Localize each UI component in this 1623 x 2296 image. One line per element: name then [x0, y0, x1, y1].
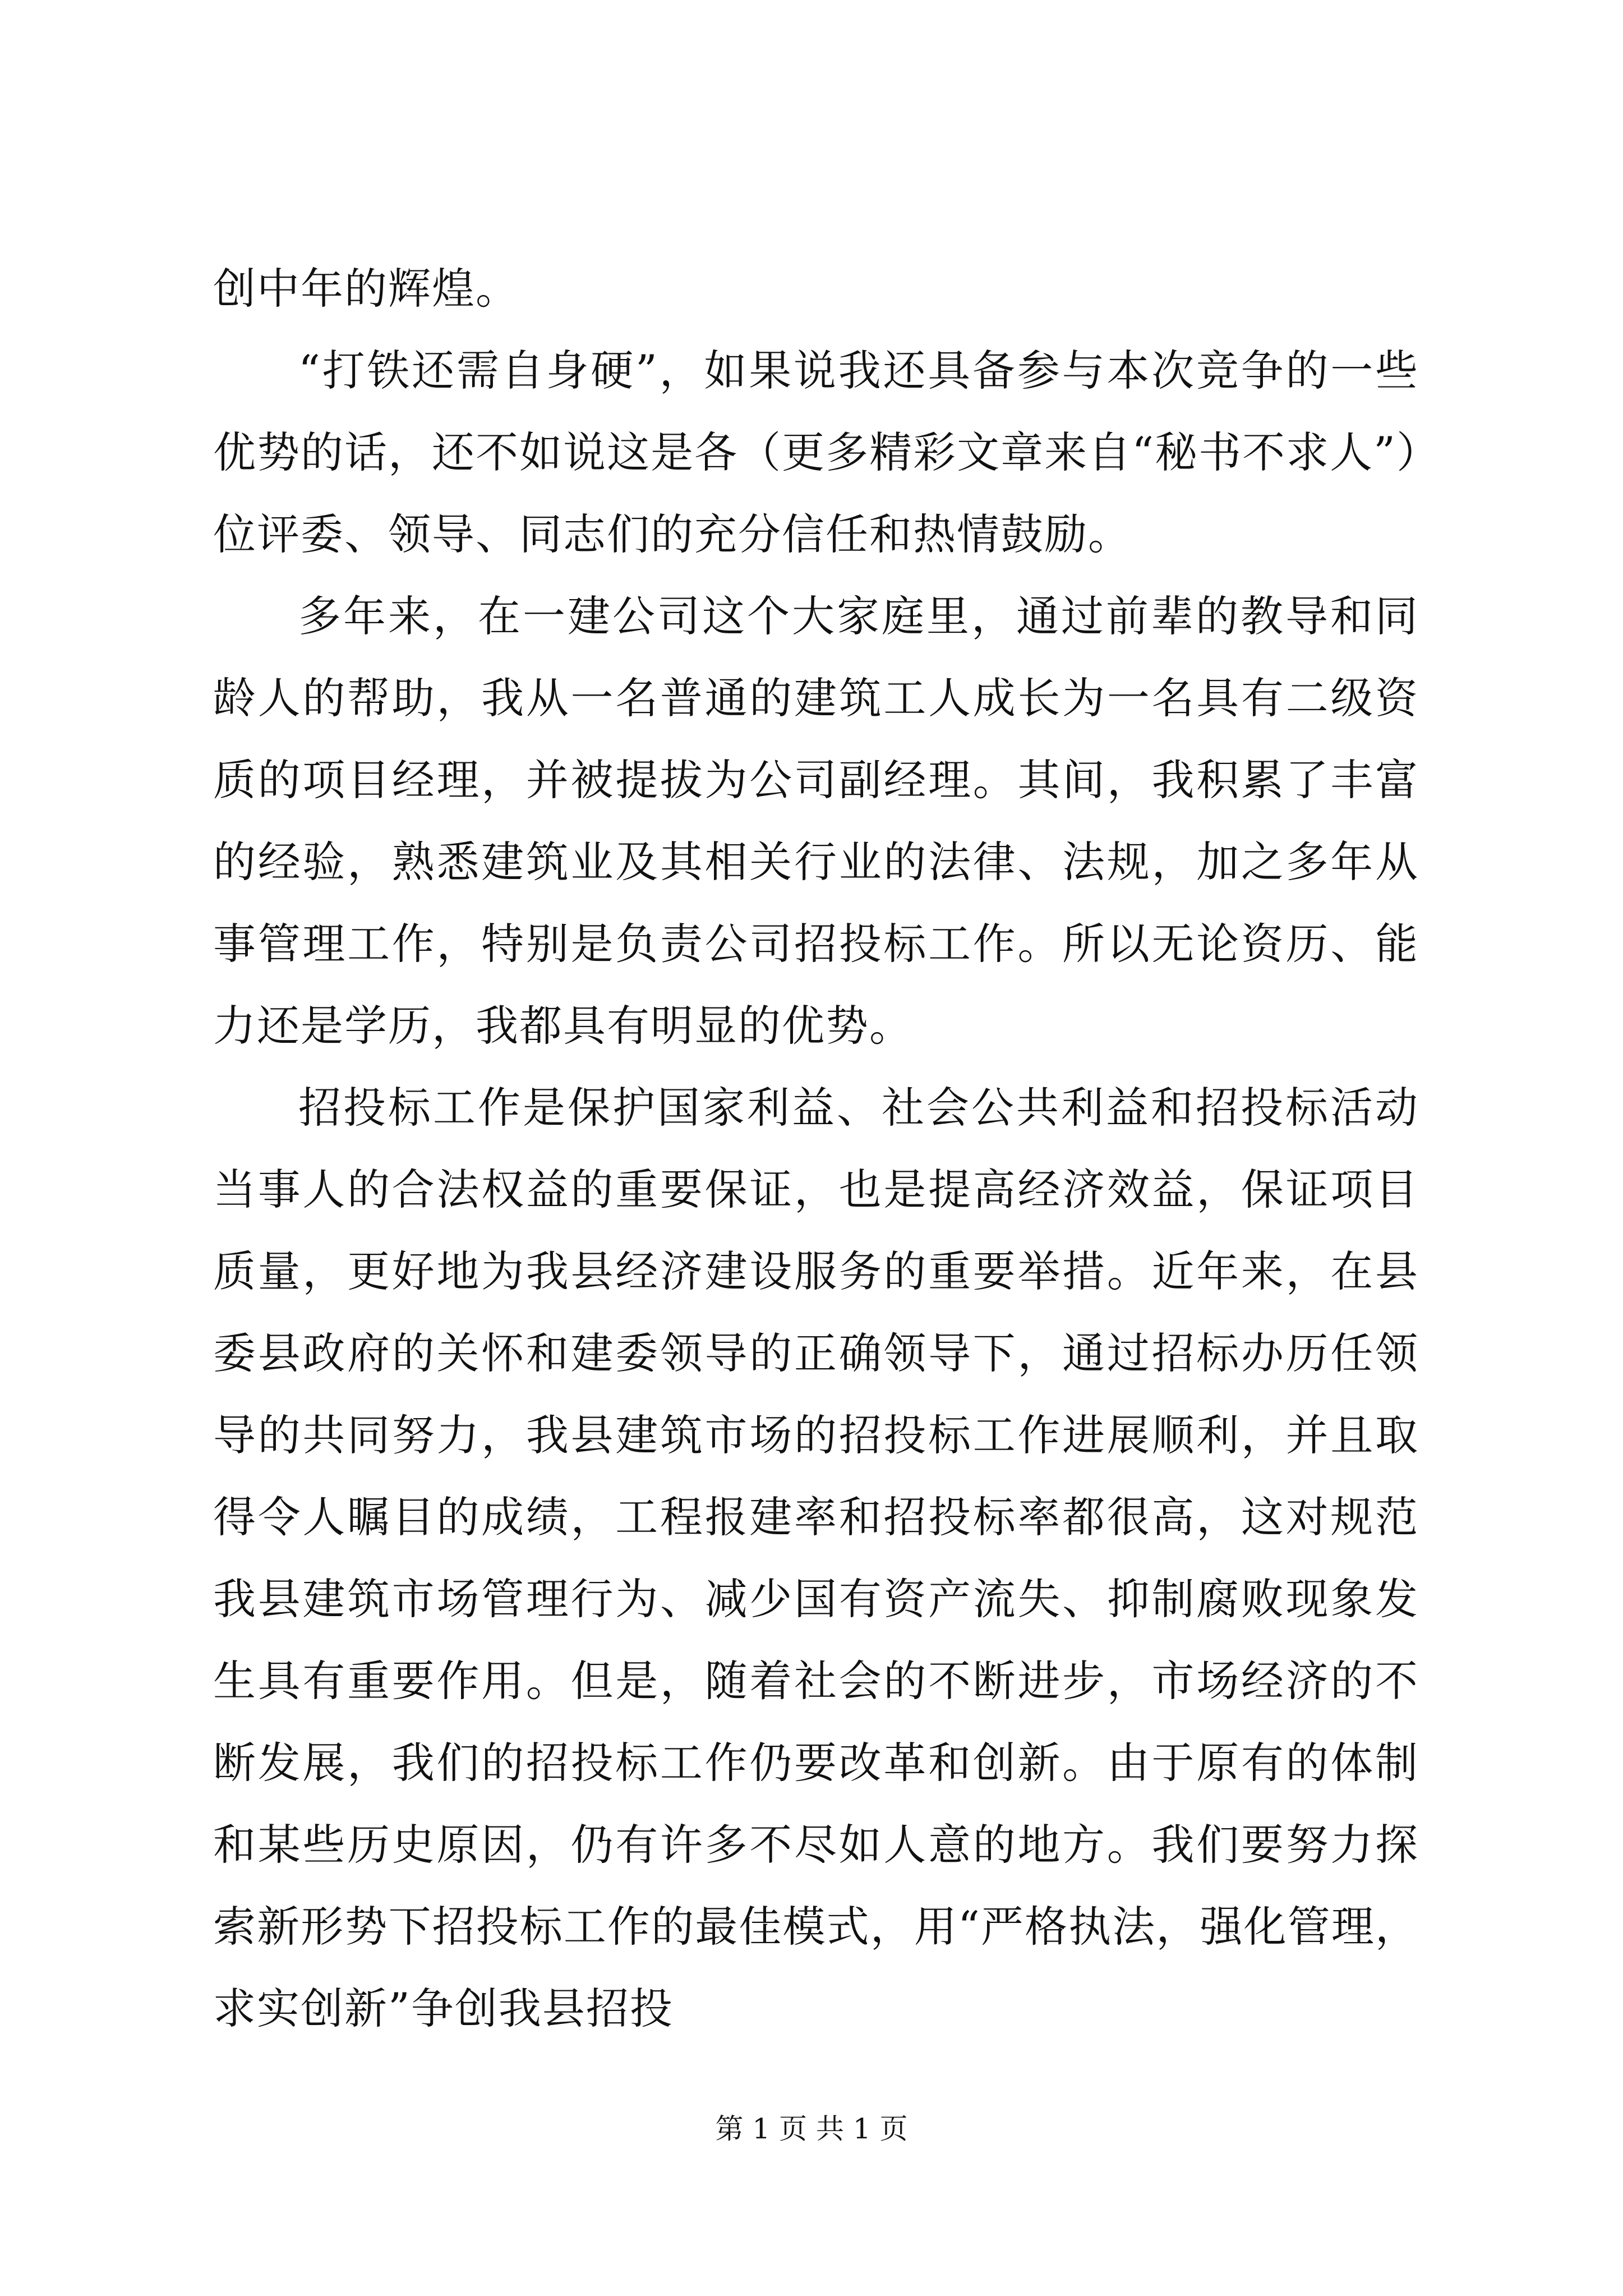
paragraph-3: 多年来，在一建公司这个大家庭里，通过前辈的教导和同龄人的帮助，我从一名普通的建筑工人成长为一名具有二级资质的项目经理，并被提拔为公司副经理。其间，我积累了丰富的经验，熟悉建筑业及其相关行业的法律、法规，加之多年从事管理工作，特别是负责公司招投标工作。所以无论资历、能力还是学历，我都具有明显的优势。 [213, 591, 1419, 1051]
document-body [213, 248, 1419, 2050]
paragraph-1: 创中年的辉煌。 [213, 264, 519, 314]
paragraph-4: 招投标工作是保护国家利益、社会公共利益和招投标活动当事人的合法权益的重要保证，也是提高经济效益，保证项目质量，更好地为我县经济建设服务的重要举措。近年来，在县委县政府的关怀和建委领导的正确领导下，通过招标办历任领导的共同努力，我县建筑市场的招投标工作进展顺利，并且取得令人瞩目的成绩，工程报建率和招投标率都很高，这对规范我县建筑市场管理行为、减少国有资产流失、抑制腐败现象发生具有重要作用。但是，随着社会的不断进步，市场经济的不断发展，我们的招投标工作仍要改革和创新。由于原有的体制和某些历史原因，仍有许多不尽如人意的地方。我们要努力探索新形势下招投标工作的最佳模式，用“严格执法，强化管理，求实创新”争创我县招投 [213, 1083, 1419, 2033]
page-footer: 第 1 页 共 1 页 [715, 2113, 908, 2145]
paragraph-2: “打铁还需自身硬”，如果说我还具备参与本次竞争的一些优势的话，还不如说这是各（更多精彩文章来自“秘书不求人”）位评委、领导、同志们的充分信任和热情鼓励。 [213, 346, 1419, 559]
